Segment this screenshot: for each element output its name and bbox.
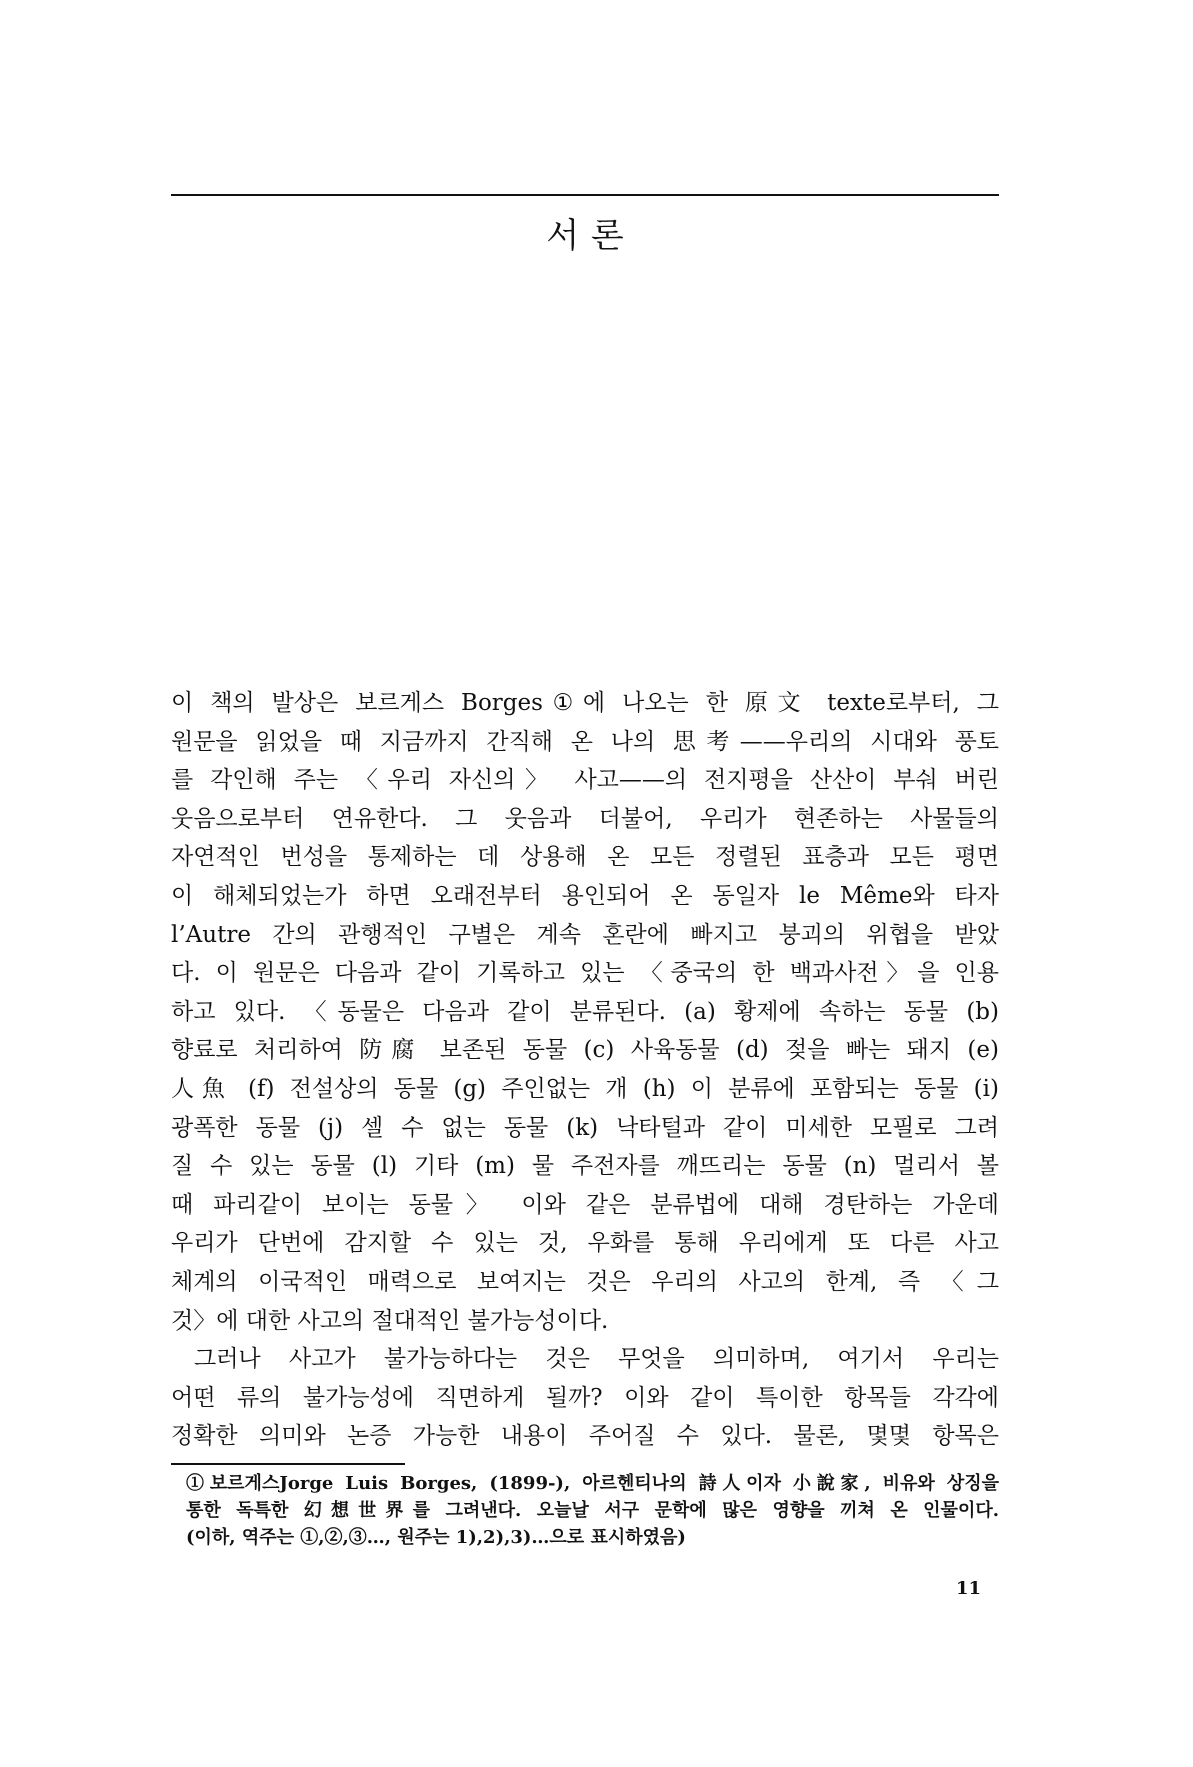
body-line: 이 책의 발상은 보르게스 Borges①에 나오는 한 原文 texte로부터, 그 <box>171 690 999 716</box>
body-line: 하고 있다. 〈동물은 다음과 같이 분류된다. (a) 황제에 속하는 동물 (b) <box>171 998 999 1025</box>
body-line: 를 각인해 주는 〈우리 자신의〉 사고——의 전지평을 산산이 부숴 버린 <box>171 767 999 794</box>
body-line: 원문을 읽었을 때 지금까지 간직해 온 나의 思考——우리의 시대와 풍토 <box>171 728 999 755</box>
body-line: 체계의 이국적인 매력으로 보여지는 것은 우리의 사고의 한계, 즉 〈그 <box>171 1268 999 1295</box>
body-line: 어떤 류의 불가능성에 직면하게 될까? 이와 같이 특이한 항목들 각각에 <box>171 1384 999 1411</box>
body-line: l’Autre 간의 관행적인 구별은 계속 혼란에 빠지고 붕괴의 위협을 받았 <box>171 921 999 948</box>
body-line: 人魚 (f) 전설상의 동물 (g) 주인없는 개 (h) 이 분류에 포함되는 동물 (i) <box>171 1075 999 1102</box>
body-line-paragraph-end: 것〉에 대한 사고의 절대적인 불가능성이다. <box>171 1307 609 1334</box>
body-line: 웃음으로부터 연유한다. 그 웃음과 더불어, 우리가 현존하는 사물들의 <box>171 805 999 832</box>
footnote-line: ①보르게스Jorge Luis Borges, (1899-), 아르헨티나의 詩人이자 小說家, 비유와 상징을 <box>186 1473 999 1494</box>
footnote-rule <box>171 1463 405 1465</box>
page-number: 11 <box>955 1578 981 1599</box>
body-line: 정확한 의미와 논증 가능한 내용이 주어질 수 있다. 물론, 몇몇 항목은 <box>171 1423 999 1450</box>
body-line: 자연적인 번성을 통제하는 데 상용해 온 모든 정렬된 표층과 모든 평면 <box>171 844 999 871</box>
body-line: 향료로 처리하여 防腐 보존된 동물 (c) 사육동물 (d) 젖을 빠는 돼지 (e) <box>171 1037 999 1064</box>
body-line: 우리가 단번에 감지할 수 있는 것, 우화를 통해 우리에게 또 다른 사고 <box>171 1230 999 1257</box>
body-text <box>171 684 999 1456</box>
body-line-paragraph-start: 그러나 사고가 불가능하다는 것은 무엇을 의미하며, 여기서 우리는 <box>194 1346 999 1373</box>
footnote-line: (이하, 역주는 ①,②,③…, 원주는 1),2),3)…으로 표시하였음) <box>186 1527 686 1548</box>
body-line: 다. 이 원문은 다음과 같이 기록하고 있는 〈중국의 한 백과사전〉을 인용 <box>171 960 999 987</box>
body-line: 이 해체되었는가 하면 오래전부터 용인되어 온 동일자 le Même와 타자 <box>171 882 999 909</box>
body-line: 때 파리같이 보이는 동물〉 이와 같은 분류법에 대해 경탄하는 가운데 <box>171 1191 999 1218</box>
footnote-line: 통한 독특한 幻想世界를 그려낸다. 오늘날 서구 문학에 많은 영향을 끼쳐 온 인물이다. <box>186 1500 999 1521</box>
footnote <box>186 1470 999 1551</box>
chapter-title: 서론 <box>546 216 636 256</box>
body-line: 광폭한 동물 (j) 셀 수 없는 동물 (k) 낙타털과 같이 미세한 모필로 그려 <box>171 1114 999 1141</box>
chapter-top-rule <box>171 194 999 196</box>
body-line: 질 수 있는 동물 (l) 기타 (m) 물 주전자를 깨뜨리는 동물 (n) 멀리서 볼 <box>171 1153 999 1180</box>
